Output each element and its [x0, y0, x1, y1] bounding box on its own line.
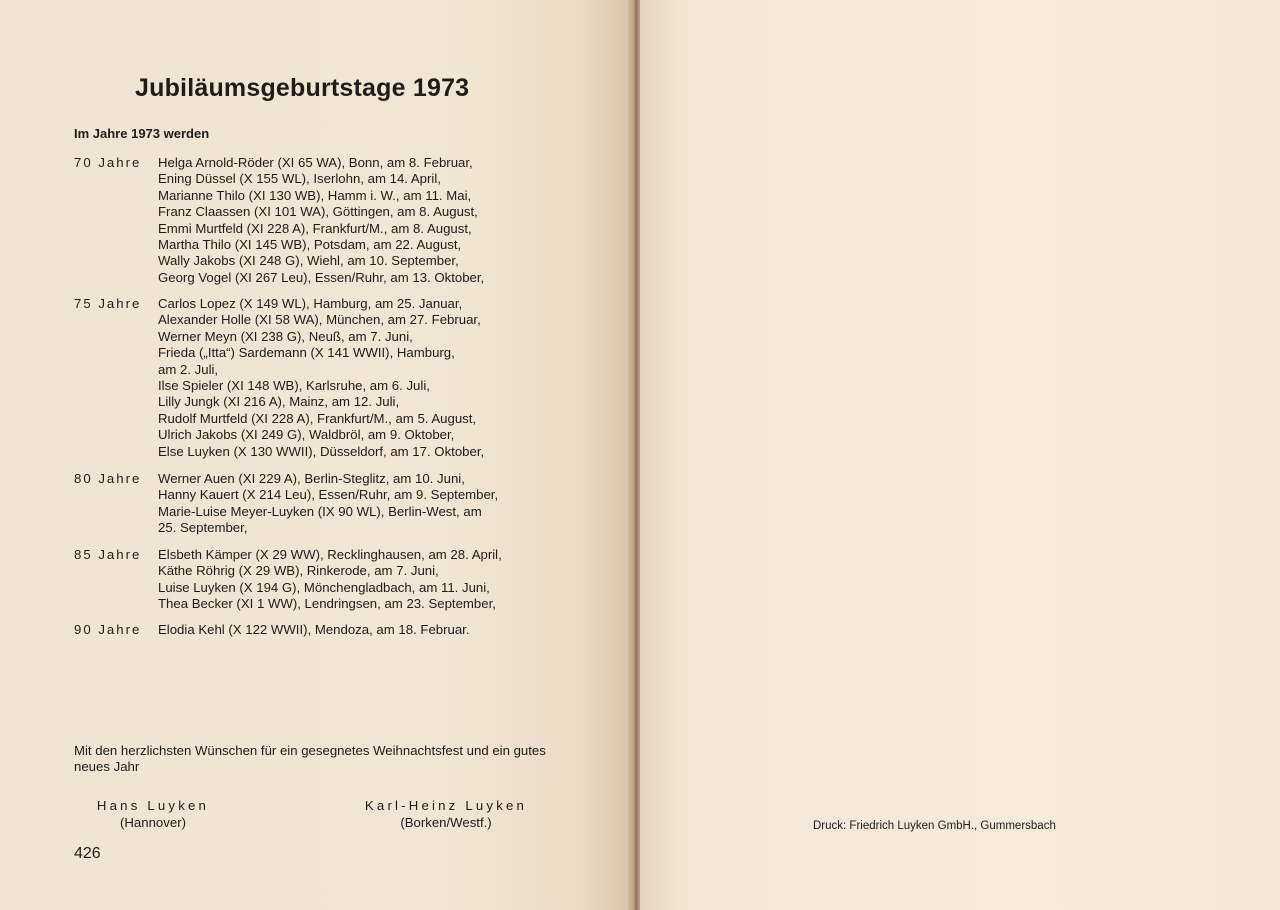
entry-line: Ening Düssel (X 155 WL), Iserlohn, am 14. April,	[158, 171, 441, 187]
entry-line: Thea Becker (XI 1 WW), Lendringsen, am 23. September,	[158, 596, 496, 612]
page-number: 426	[74, 845, 101, 862]
entry-line: Frieda („Itta“) Sardemann (X 141 WWII), Hamburg,	[158, 345, 455, 361]
entry-line: Ilse Spieler (XI 148 WB), Karlsruhe, am 6. Juli,	[158, 378, 430, 394]
page-title: Jubiläumsgeburtstage 1973	[135, 74, 470, 102]
age-label: 80 Jahre	[74, 471, 142, 486]
entry-line: Elodia Kehl (X 122 WWII), Mendoza, am 18. Februar.	[158, 622, 470, 637]
signature-hans	[85, 797, 221, 831]
entry-line: Rudolf Murtfeld (XI 228 A), Frankfurt/M., am 5. August,	[158, 410, 477, 426]
entry-line: Else Luyken (X 130 WWII), Düsseldorf, am 17. Oktober,	[158, 443, 485, 459]
entry-list	[158, 547, 554, 613]
entry-list	[158, 622, 554, 638]
entry-list	[158, 471, 554, 537]
entry-line: Alexander Holle (XI 58 WA), München, am 27. Februar,	[158, 312, 481, 328]
age-label: 70 Jahre	[74, 155, 142, 170]
entry-line: Werner Auen (XI 229 A), Berlin-Steglitz, am 10. Juni,	[158, 471, 465, 486]
entry-line: Luise Luyken (X 194 G), Mönchengladbach, am 11. Juni,	[158, 579, 490, 595]
entry-line: Georg Vogel (XI 267 Leu), Essen/Ruhr, am 13. Oktober,	[158, 269, 485, 285]
entry-line: Marie-Luise Meyer-Luyken (IX 90 WL), Berlin-West, am	[158, 503, 482, 519]
entry-list	[158, 155, 554, 286]
signature-place: (Hannover)	[120, 815, 186, 830]
signature-place: (Borken/Westf.)	[400, 815, 492, 830]
entry-line: Martha Thilo (XI 145 WB), Potsdam, am 22. August,	[158, 237, 462, 253]
entry-line: Elsbeth Kämper (X 29 WW), Recklinghausen, am 28. April,	[158, 547, 502, 562]
entry-list	[158, 296, 554, 460]
entry-line: Wally Jakobs (XI 248 G), Wiehl, am 10. September,	[158, 253, 459, 269]
left-page	[0, 0, 632, 910]
signature-name: Hans Luyken	[96, 798, 210, 813]
entry-line: Marianne Thilo (XI 130 WB), Hamm i. W., am 11. Mai,	[158, 187, 472, 203]
entry-line: 25. September,	[158, 520, 248, 536]
printer-imprint: Druck: Friedrich Luyken GmbH., Gummersbach	[813, 820, 1056, 832]
entry-line: Käthe Röhrig (X 29 WB), Rinkerode, am 7. Juni,	[158, 563, 439, 579]
entry-line: Franz Claassen (XI 101 WA), Göttingen, am 8. August,	[158, 204, 478, 220]
closing-wish: Mit den herzlichsten Wünschen für ein gesegnetes Weihnachtsfest und ein gutes neues Jahr	[74, 743, 546, 775]
entry-line: Ulrich Jakobs (XI 249 G), Waldbröl, am 9. Oktober,	[158, 427, 455, 443]
age-label: 90 Jahre	[74, 622, 142, 637]
entry-line: Carlos Lopez (X 149 WL), Hamburg, am 25. Januar,	[158, 296, 463, 311]
age-label: 75 Jahre	[74, 296, 142, 311]
entry-line: Helga Arnold-Röder (XI 65 WA), Bonn, am 8. Februar,	[158, 155, 473, 170]
intro-line: Im Jahre 1973 werden	[74, 126, 210, 141]
entry-line: Hanny Kauert (X 214 Leu), Essen/Ruhr, am 9. September,	[158, 487, 499, 503]
signature-karl-heinz	[348, 797, 544, 831]
signature-name: Karl-Heinz Luyken	[364, 798, 528, 813]
entry-line: Emmi Murtfeld (XI 228 A), Frankfurt/M., am 8. August,	[158, 220, 472, 236]
age-label: 85 Jahre	[74, 547, 142, 562]
entry-line: am 2. Juli,	[158, 361, 219, 377]
entry-line: Lilly Jungk (XI 216 A), Mainz, am 12. Juli,	[158, 394, 400, 410]
right-page	[640, 0, 1280, 910]
entry-line: Werner Meyn (XI 238 G), Neuß, am 7. Juni,	[158, 328, 413, 344]
